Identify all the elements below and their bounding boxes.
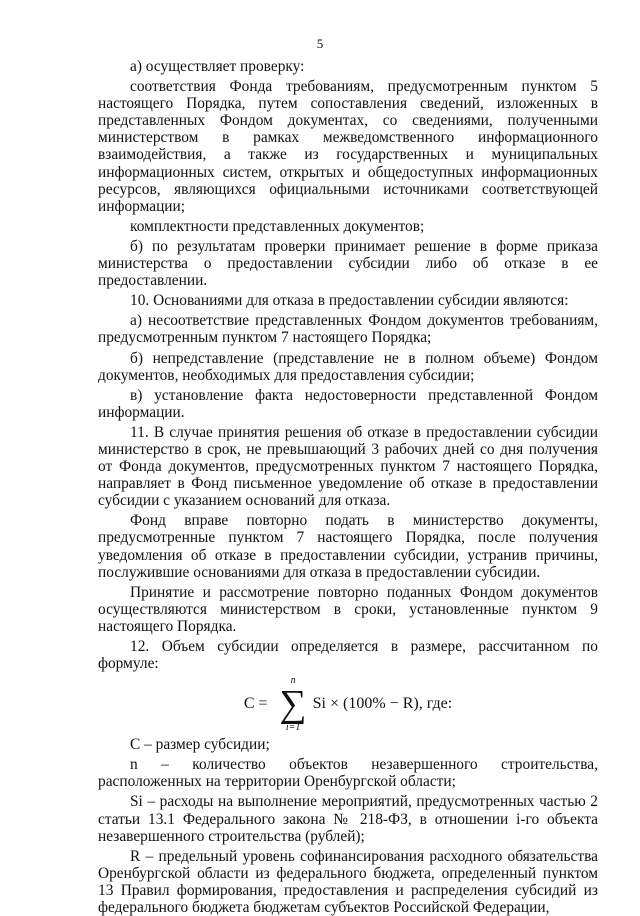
paragraph: соответствия Фонда требованиям, предусмотренным пунктом 5 настоящего Порядка, путем сопоставления сведений, изложенных в представленных Фондом документах, со сведениями, полученными министерством в рамках межведомственного информационного взаимодействия, а также из государственных и муниципальных информационных систем, открытых и общедоступных информационных ресурсов, являющихся официальными источниками соответствующей информации; <box>98 78 598 215</box>
paragraph: Принятие и рассмотрение повторно поданных Фондом документов осуществляются министерством в сроки, установленные пунктом 9 настоящего Порядка. <box>98 583 598 635</box>
paragraph: 12. Объем субсидии определяется в размере, рассчитанном по формуле: <box>98 638 598 673</box>
subsidy-formula <box>98 672 598 736</box>
paragraph: б) по результатам проверки принимает решение в форме приказа министерства о предоставлении субсидии либо об отказе в ее предоставлении. <box>98 237 598 290</box>
paragraph: в) установление факта недостоверности представленной Фондом информации. <box>98 386 598 421</box>
paragraph: Фонд вправе повторно подать в министерство документы, предусмотренные пунктом 7 настоящего Порядка, после получения уведомления об отказе в предоставлении субсидии, устранив причины, послужившие основаниями для отказа в предоставлении субсидии. <box>98 512 598 581</box>
paragraph: Si – расходы на выполнение мероприятий, предусмотренных частью 2 статьи 13.1 Федерального закона № 218-ФЗ, в отношении i-го объекта незавершенного строительства (рублей); <box>98 793 598 845</box>
paragraph: комплектности представленных документов; <box>130 217 425 235</box>
document-body <box>98 58 598 916</box>
paragraph: 10. Основаниями для отказа в предоставлении субсидии являются: <box>130 292 569 310</box>
paragraph: С – размер субсидии; <box>130 736 270 754</box>
paragraph: а) несоответствие представленных Фондом документов требованиям, предусмотренным пунктом 7 настоящего Порядка; <box>98 312 598 347</box>
paragraph: n – количество объектов незавершенного строительства, расположенных на территории Оренбургской области; <box>98 756 598 791</box>
page-number: 5 <box>316 36 324 51</box>
sigma-symbol: ∑ <box>279 683 307 726</box>
paragraph: R – предельный уровень софинансирования расходного обязательства Оренбургской области из федерального бюджета, определенный пунктом 13 Правил формирования, предоставления и распределения субсидий из федерального бюджета бюджетам субъектов Российской Федерации, <box>98 847 598 916</box>
paragraph: а) осуществляет проверку: <box>130 58 305 75</box>
summation <box>280 675 307 733</box>
formula-body: Si × (100% − R), где: <box>312 695 453 713</box>
summation-upper-limit: n <box>290 675 296 687</box>
formula-equals: = <box>258 695 268 713</box>
paragraph: 11. В случае принятия решения об отказе в предоставлении субсидии министерство в срок, не превышающий 3 рабочих дней со дня получения от Фонда документов, предусмотренных пунктом 7 настоящего Порядка, направляет в Фонд письменное уведомление об отказе в предоставлении субсидии с указанием оснований для отказа. <box>98 423 598 510</box>
paragraph: б) непредставление (представление не в полном объеме) Фондом документов, необходимых для предоставления субсидии; <box>98 349 598 384</box>
summation-lower-limit: i=1 <box>285 722 301 734</box>
formula-lhs: С <box>243 695 255 713</box>
